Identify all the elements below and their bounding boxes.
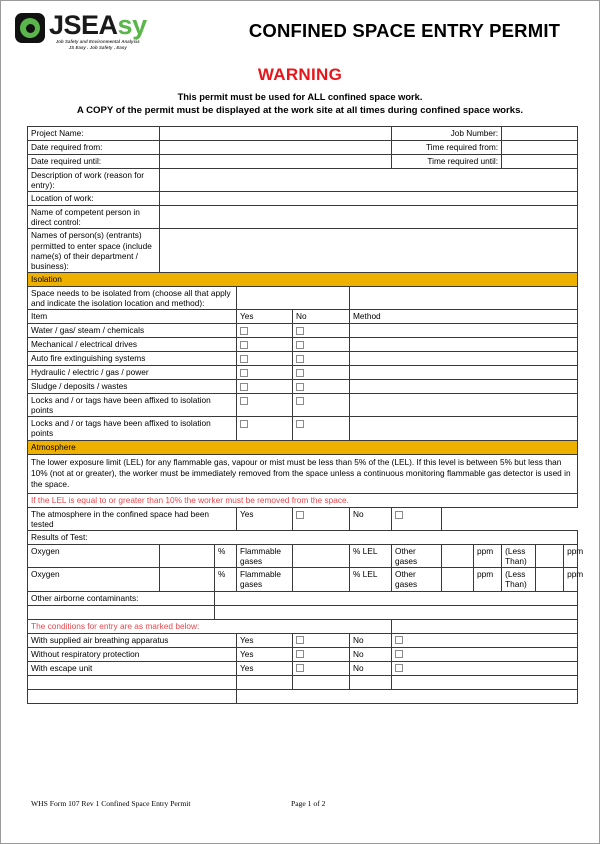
flammable-gases-unit: % LEL: [350, 545, 392, 568]
table-row: [28, 206, 578, 229]
isolation-intro-spacer: [237, 286, 350, 309]
permit-form-table: [27, 126, 584, 704]
less-than-label: (Less Than): [502, 545, 536, 568]
atmosphere-red-note: If the LEL is equal to or greater than 10% the worker must be removed from the space.: [28, 493, 578, 507]
checkbox-icon[interactable]: [395, 511, 403, 519]
isolation-col-no: No: [293, 310, 350, 324]
description-of-work-field[interactable]: [160, 169, 578, 192]
time-required-from-field[interactable]: [502, 141, 578, 155]
project-name-field[interactable]: [160, 127, 392, 141]
document-header: [1, 1, 599, 53]
warning-heading: WARNING: [257, 65, 343, 84]
other-gases-unit: ppm: [474, 545, 502, 568]
other-gases-label: Other gases: [392, 568, 442, 591]
isolation-yes-cell[interactable]: [237, 417, 293, 440]
atmosphere-paragraph: The lower exposure limit (LEL) for any flammable gas, vapour or mist must be less than 5% of the (LEL). If this level is between 5% but less than 10% (not at or greater), the worker must be immediately removed from the space unless a continuous monitoring flammable gas detector is used in the space.: [28, 454, 578, 493]
less-than-unit: ppm: [564, 568, 578, 591]
empty-cell[interactable]: [28, 689, 237, 703]
time-required-from-label: Time required from:: [392, 141, 502, 155]
checkbox-icon[interactable]: [240, 383, 248, 391]
table-row: [28, 127, 578, 141]
isolation-method-field[interactable]: [350, 324, 578, 338]
condition-yes-cell[interactable]: [293, 633, 350, 647]
isolation-yes-cell[interactable]: [237, 352, 293, 366]
table-row: [28, 229, 578, 272]
oxygen-value-field[interactable]: [160, 568, 215, 591]
isolation-item-label: Sludge / deposits / wastes: [28, 380, 237, 394]
table-row: [28, 286, 578, 309]
document-footer: [31, 799, 571, 808]
isolation-yes-cell[interactable]: [237, 380, 293, 394]
table-row: [28, 545, 578, 568]
checkbox-icon[interactable]: [240, 327, 248, 335]
empty-cell[interactable]: [237, 675, 293, 689]
condition-no-cell[interactable]: [392, 661, 578, 675]
logo-text-block: [49, 12, 147, 50]
checkbox-icon[interactable]: [296, 383, 304, 391]
atmosphere-tested-no-label: No: [350, 507, 392, 530]
time-required-until-label: Time required until:: [392, 155, 502, 169]
table-row: [28, 661, 578, 675]
condition-yes-label: Yes: [237, 633, 293, 647]
isolation-item-label: Auto fire extinguishing systems: [28, 352, 237, 366]
flammable-gases-unit: % LEL: [350, 568, 392, 591]
isolation-no-cell[interactable]: [293, 417, 350, 440]
isolation-yes-cell[interactable]: [237, 338, 293, 352]
table-row: [28, 647, 578, 661]
flammable-gases-label: Flammable gases: [237, 545, 293, 568]
project-name-label: Project Name:: [28, 127, 160, 141]
empty-cell[interactable]: [293, 675, 350, 689]
time-required-until-field[interactable]: [502, 155, 578, 169]
table-row: [28, 310, 578, 324]
checkbox-icon[interactable]: [296, 636, 304, 644]
isolation-item-label: Water / gas/ steam / chemicals: [28, 324, 237, 338]
checkbox-icon[interactable]: [240, 420, 248, 428]
section-header-isolation: Isolation: [28, 272, 578, 286]
entrants-label: Names of person(s) (entrants) permitted to enter space (include name(s) of their department / business):: [28, 229, 160, 272]
isolation-yes-cell[interactable]: [237, 394, 293, 417]
checkbox-icon[interactable]: [296, 341, 304, 349]
isolation-method-field[interactable]: [350, 338, 578, 352]
table-row: [28, 633, 578, 647]
other-gases-value-field[interactable]: [442, 568, 474, 591]
isolation-col-method: Method: [350, 310, 578, 324]
eye-logo-icon: [15, 13, 45, 43]
table-row: [28, 380, 578, 394]
atmosphere-tested-yes-cell[interactable]: [293, 507, 350, 530]
checkbox-icon[interactable]: [296, 397, 304, 405]
table-row: [28, 689, 578, 703]
condition-yes-cell[interactable]: [293, 647, 350, 661]
empty-cell[interactable]: [392, 675, 578, 689]
date-required-until-label: Date required until:: [28, 155, 160, 169]
table-row: [28, 272, 578, 286]
condition-label: Without respiratory protection: [28, 647, 237, 661]
table-row: [28, 141, 578, 155]
isolation-col-item: Item: [28, 310, 237, 324]
oxygen-label: Oxygen: [28, 568, 160, 591]
other-contaminants-field-extra[interactable]: [215, 605, 578, 619]
condition-yes-label: Yes: [237, 661, 293, 675]
other-contaminants-label-extra: [28, 605, 215, 619]
table-row: [28, 394, 578, 417]
description-of-work-label: Description of work (reason for entry):: [28, 169, 160, 192]
oxygen-label: Oxygen: [28, 545, 160, 568]
condition-no-label: No: [350, 647, 392, 661]
table-row: [28, 417, 578, 440]
condition-no-cell[interactable]: [392, 633, 578, 647]
other-gases-value-field[interactable]: [442, 545, 474, 568]
isolation-method-field[interactable]: [350, 394, 578, 417]
logo-word-green: sy: [117, 10, 147, 41]
isolation-no-cell[interactable]: [293, 394, 350, 417]
condition-label: With escape unit: [28, 661, 237, 675]
table-row: [28, 568, 578, 591]
flammable-gases-value-field[interactable]: [293, 545, 350, 568]
checkbox-icon[interactable]: [296, 664, 304, 672]
table-row: [28, 192, 578, 206]
conditions-title: The conditions for entry are as marked below:: [28, 619, 392, 633]
conditions-title-blank: [392, 619, 578, 633]
checkbox-icon[interactable]: [296, 355, 304, 363]
checkbox-icon[interactable]: [395, 650, 403, 658]
empty-cell[interactable]: [28, 675, 237, 689]
checkbox-icon[interactable]: [240, 355, 248, 363]
oxygen-value-field[interactable]: [160, 545, 215, 568]
entrants-field[interactable]: [160, 229, 578, 272]
checkbox-icon[interactable]: [395, 664, 403, 672]
isolation-item-label: Hydraulic / electric / gas / power: [28, 366, 237, 380]
logo-word-dark: JSEA: [49, 10, 118, 41]
page-title: CONFINED SPACE ENTRY PERMIT: [248, 20, 561, 41]
checkbox-icon[interactable]: [296, 369, 304, 377]
isolation-method-field[interactable]: [350, 352, 578, 366]
other-gases-unit: ppm: [474, 568, 502, 591]
checkbox-icon[interactable]: [240, 341, 248, 349]
atmosphere-tested-label: The atmosphere in the confined space had been tested: [28, 507, 237, 530]
logo-tagline-secondary: JS Easy . Job Safety . Easy: [68, 44, 127, 50]
checkbox-icon[interactable]: [395, 636, 403, 644]
less-than-value-field[interactable]: [536, 568, 564, 591]
atmosphere-tested-yes-label: Yes: [237, 507, 293, 530]
isolation-item-label: Mechanical / electrical drives: [28, 338, 237, 352]
warning-line-2: A COPY of the permit must be displayed at the work site at all times during confined space works.: [76, 105, 524, 116]
competent-person-label: Name of competent person in direct control:: [28, 206, 160, 229]
table-row: [28, 531, 578, 545]
table-row: [28, 493, 578, 507]
isolation-item-label: Locks and / or tags have been affixed to isolation points: [28, 394, 237, 417]
less-than-value-field[interactable]: [536, 545, 564, 568]
isolation-no-cell[interactable]: [293, 366, 350, 380]
empty-cell[interactable]: [237, 689, 578, 703]
checkbox-icon[interactable]: [240, 397, 248, 405]
isolation-intro-label: Space needs to be isolated from (choose all that apply and indicate the isolation location and method):: [28, 286, 237, 309]
results-of-test-label: Results of Test:: [28, 531, 578, 545]
date-required-from-field[interactable]: [160, 141, 392, 155]
table-row: [28, 675, 578, 689]
checkbox-icon[interactable]: [296, 511, 304, 519]
isolation-no-cell[interactable]: [293, 352, 350, 366]
table-row: [28, 169, 578, 192]
logo-wordmark: [49, 12, 147, 39]
other-contaminants-label: Other airborne contaminants:: [28, 591, 215, 605]
isolation-yes-cell[interactable]: [237, 324, 293, 338]
logo-tagline-primary: Job Safety and Environmental Analysis: [55, 39, 140, 45]
location-of-work-label: Location of work:: [28, 192, 160, 206]
isolation-no-cell[interactable]: [293, 380, 350, 394]
condition-label: With supplied air breathing apparatus: [28, 633, 237, 647]
isolation-yes-cell[interactable]: [237, 366, 293, 380]
table-row: [28, 440, 578, 454]
table-row: [28, 352, 578, 366]
isolation-intro-field[interactable]: [350, 286, 578, 309]
footer-form-reference: WHS Form 107 Rev 1 Confined Space Entry Permit: [31, 799, 191, 808]
competent-person-field[interactable]: [160, 206, 578, 229]
condition-yes-cell[interactable]: [293, 661, 350, 675]
other-contaminants-field[interactable]: [215, 591, 578, 605]
table-row: [28, 619, 578, 633]
flammable-gases-label: Flammable gases: [237, 568, 293, 591]
oxygen-unit: %: [215, 568, 237, 591]
table-row: [28, 155, 578, 169]
table-row: [28, 366, 578, 380]
condition-no-cell[interactable]: [392, 647, 578, 661]
job-number-label: Job Number:: [392, 127, 502, 141]
table-row: [28, 591, 578, 605]
less-than-label: (Less Than): [502, 568, 536, 591]
atmosphere-tested-spacer: [442, 507, 578, 530]
checkbox-icon[interactable]: [296, 327, 304, 335]
checkbox-icon[interactable]: [296, 420, 304, 428]
checkbox-icon[interactable]: [296, 650, 304, 658]
table-row: [28, 605, 578, 619]
condition-yes-label: Yes: [237, 647, 293, 661]
isolation-method-field[interactable]: [350, 417, 578, 440]
date-required-from-label: Date required from:: [28, 141, 160, 155]
table-row: [28, 507, 578, 530]
flammable-gases-value-field[interactable]: [293, 568, 350, 591]
other-gases-label: Other gases: [392, 545, 442, 568]
date-required-until-field[interactable]: [160, 155, 392, 169]
isolation-no-cell[interactable]: [293, 338, 350, 352]
location-of-work-field[interactable]: [160, 192, 578, 206]
isolation-method-field[interactable]: [350, 366, 578, 380]
less-than-unit: ppm: [564, 545, 578, 568]
table-row: [28, 454, 578, 493]
oxygen-unit: %: [215, 545, 237, 568]
table-row: [28, 338, 578, 352]
section-header-atmosphere: Atmosphere: [28, 440, 578, 454]
empty-cell[interactable]: [350, 675, 392, 689]
isolation-col-yes: Yes: [237, 310, 293, 324]
isolation-no-cell[interactable]: [293, 324, 350, 338]
checkbox-icon[interactable]: [240, 369, 248, 377]
condition-no-label: No: [350, 661, 392, 675]
footer-page-number: Page 1 of 2: [291, 799, 326, 808]
isolation-method-field[interactable]: [350, 380, 578, 394]
table-row: [28, 324, 578, 338]
job-number-field[interactable]: [502, 127, 578, 141]
atmosphere-tested-no-cell[interactable]: [392, 507, 442, 530]
isolation-item-label: Locks and / or tags have been affixed to isolation points: [28, 417, 237, 440]
condition-no-label: No: [350, 633, 392, 647]
jseasy-logo: [15, 12, 230, 50]
warning-line-1: This permit must be used for ALL confined space work.: [177, 92, 423, 102]
